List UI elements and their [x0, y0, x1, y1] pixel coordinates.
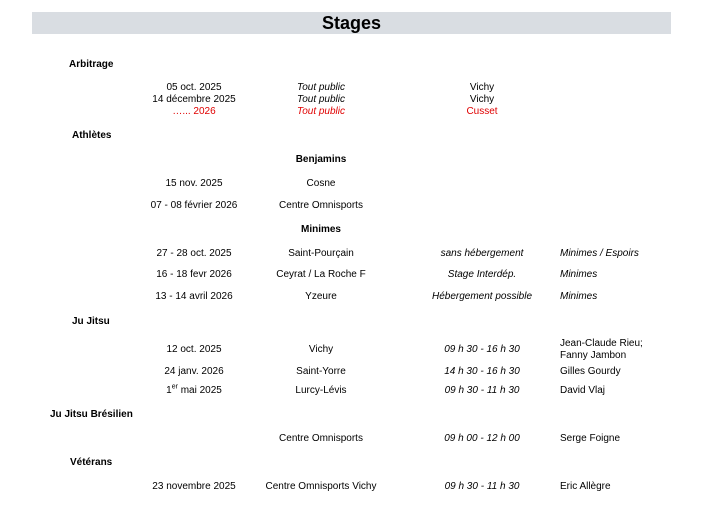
minimes-group: Minimes — [560, 269, 598, 280]
minimes-date: 13 - 14 avril 2026 — [155, 291, 233, 302]
minimes-note: Stage Interdép. — [447, 269, 517, 280]
arbitrage-place: Vichy — [469, 94, 495, 105]
bjj-coach: Serge Foigne — [560, 433, 621, 444]
jujitsu-date-ordinal: er — [171, 383, 178, 391]
jujitsu-date: 24 janv. 2026 — [164, 366, 224, 377]
minimes-date: 16 - 18 fevr 2026 — [156, 269, 232, 280]
jujitsu-coach: Fanny Jambon — [560, 350, 627, 361]
arbitrage-date: 14 décembre 2025 — [152, 94, 236, 105]
arbitrage-place: Vichy — [469, 82, 495, 93]
minimes-place: Saint-Pourçain — [288, 248, 354, 259]
minimes-place: Ceyrat / La Roche F — [276, 269, 366, 280]
jujitsu-date: 12 oct. 2025 — [166, 344, 222, 355]
arbitrage-date: …... 2026 — [172, 106, 216, 117]
jujitsu-coach: Jean-Claude Rieu; — [560, 338, 643, 349]
section-heading-athletes: Athlètes — [72, 130, 112, 141]
minimes-note: sans hébergement — [440, 248, 524, 259]
jujitsu-coach: Gilles Gourdy — [560, 366, 621, 377]
section-heading-veterans: Vétérans — [70, 457, 113, 468]
jujitsu-hours: 09 h 30 - 16 h 30 — [444, 344, 520, 355]
jujitsu-coach: David Vlaj — [560, 385, 606, 396]
jujitsu-place: Saint-Yorre — [296, 366, 346, 377]
benjamins-place: Cosne — [306, 178, 336, 189]
jujitsu-hours: 09 h 30 - 11 h 30 — [444, 385, 520, 396]
veterans-coach: Eric Allègre — [560, 481, 611, 492]
subsection-heading-benjamins: Benjamins — [295, 154, 347, 165]
jujitsu-hours: 14 h 30 - 16 h 30 — [444, 366, 520, 377]
page-title: Stages — [321, 13, 382, 33]
title-bar — [32, 12, 671, 34]
arbitrage-public: Tout public — [297, 106, 345, 117]
veterans-place: Centre Omnisports Vichy — [265, 481, 377, 492]
jujitsu-date — [134, 385, 254, 397]
jujitsu-place: Lurcy-Lévis — [295, 385, 347, 396]
jujitsu-date-day: 1 — [166, 385, 172, 396]
jujitsu-place: Vichy — [308, 344, 334, 355]
arbitrage-place: Cusset — [466, 106, 498, 117]
minimes-note: Hébergement possible — [431, 291, 533, 302]
minimes-group: Minimes / Espoirs — [560, 248, 639, 259]
veterans-hours: 09 h 30 - 11 h 30 — [444, 481, 520, 492]
bjj-place: Centre Omnisports — [279, 433, 363, 444]
arbitrage-public: Tout public — [297, 94, 345, 105]
benjamins-date: 15 nov. 2025 — [165, 178, 223, 189]
benjamins-place: Centre Omnisports — [279, 200, 363, 211]
benjamins-date: 07 - 08 février 2026 — [150, 200, 238, 211]
arbitrage-public: Tout public — [297, 82, 345, 93]
minimes-date: 27 - 28 oct. 2025 — [156, 248, 232, 259]
section-heading-bjj: Ju Jitsu Brésilien — [50, 409, 133, 420]
jujitsu-date-rest: mai 2025 — [177, 385, 222, 396]
veterans-date: 23 novembre 2025 — [152, 481, 236, 492]
minimes-place: Yzeure — [305, 291, 337, 302]
section-heading-arbitrage: Arbitrage — [69, 59, 114, 70]
bjj-hours: 09 h 00 - 12 h 00 — [444, 433, 520, 444]
section-heading-jujitsu: Ju Jitsu — [72, 316, 110, 327]
minimes-group: Minimes — [560, 291, 598, 302]
subsection-heading-minimes: Minimes — [300, 224, 341, 235]
arbitrage-date: 05 oct. 2025 — [166, 82, 222, 93]
